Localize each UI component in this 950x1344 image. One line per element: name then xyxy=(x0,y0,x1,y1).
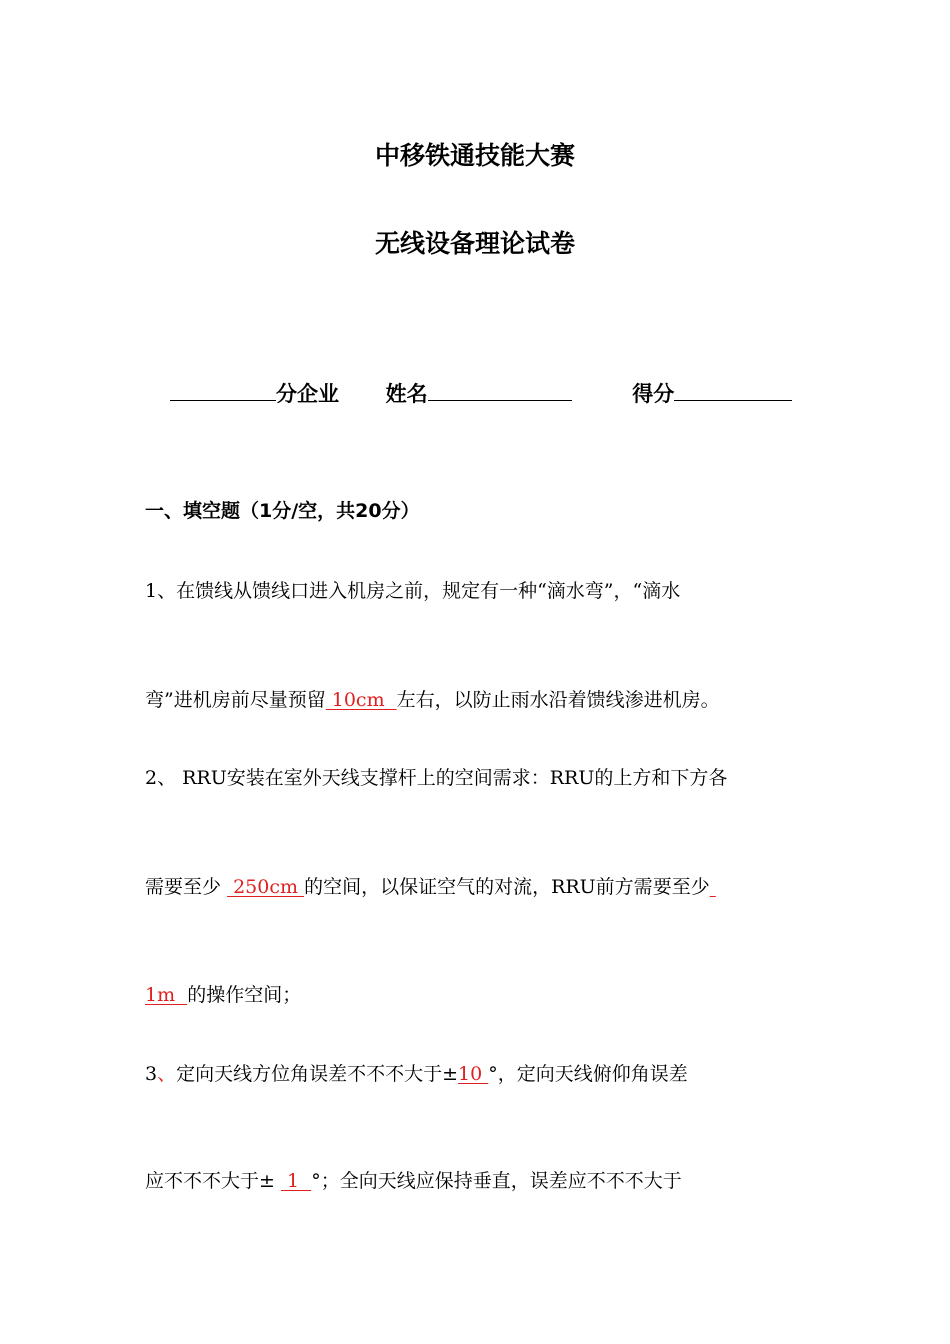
q2-answer2-start xyxy=(710,876,716,898)
q3-text-c: 应不不不大于± xyxy=(145,1170,281,1192)
q2-line3 xyxy=(145,980,301,1007)
company-blank[interactable] xyxy=(170,378,276,401)
q1-line1: 1、在馈线从馈线口进入机房之前，规定有一种“滴水弯”，“滴水 xyxy=(145,580,681,602)
examinee-info-line xyxy=(170,378,792,408)
name-label: 姓名 xyxy=(385,382,428,406)
q3-text-b: °，定向天线俯仰角误差 xyxy=(488,1063,688,1085)
q3-line1 xyxy=(145,1059,688,1086)
exam-subtitle: 无线设备理论试卷 xyxy=(374,229,575,258)
company-label: 分企业 xyxy=(276,382,339,406)
q3-text-d: °；全向天线应保持垂直，误差应不不不大于 xyxy=(311,1170,682,1192)
q3-line2 xyxy=(145,1166,682,1193)
q3-answer1: 10 xyxy=(458,1063,489,1085)
q2-text-b: 的空间，以保证空气的对流，RRU前方需要至少 xyxy=(304,876,710,898)
q1-text-a: 弯”进机房前尽量预留 xyxy=(145,689,326,711)
section-heading: 一、填空题（1分/空，共20分） xyxy=(145,500,420,522)
q3-text-a: 、定向天线方位角误差不不不大于± xyxy=(157,1063,459,1085)
score-blank[interactable] xyxy=(674,378,792,401)
q1-text-b: 左右，以防止雨水沿着馈线渗进机房。 xyxy=(396,689,720,711)
q2-line1: 2、 RRU安装在室外天线支撑杆上的空间需求：RRU的上方和下方各 xyxy=(145,767,728,789)
q2-line2 xyxy=(145,872,716,899)
q2-answer2: 1m xyxy=(145,984,188,1006)
q3-number: 3 xyxy=(145,1063,158,1085)
score-label: 得分 xyxy=(632,382,675,406)
q1-answer: 10cm xyxy=(325,689,397,711)
exam-title: 中移铁通技能大赛 xyxy=(374,141,575,170)
q2-text-a: 需要至少 xyxy=(145,876,228,898)
q3-answer2: 1 xyxy=(280,1170,312,1192)
q2-text-c: 的操作空间； xyxy=(187,984,302,1006)
name-blank[interactable] xyxy=(428,378,572,401)
q2-answer1: 250cm xyxy=(227,876,305,898)
q1-line2 xyxy=(145,685,720,712)
